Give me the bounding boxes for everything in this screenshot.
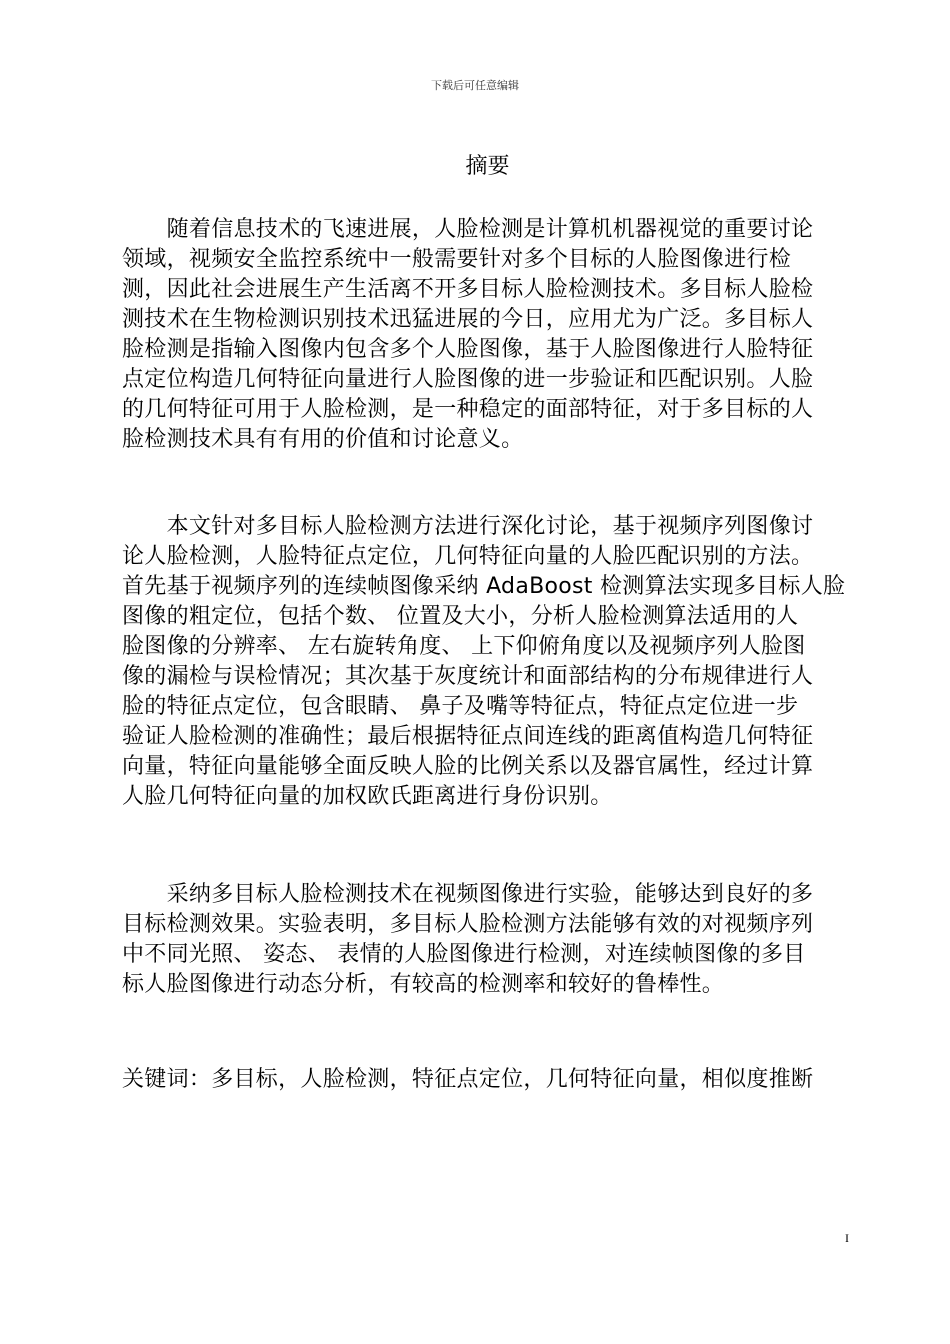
paragraph-line: 的几何特征可用于人脸检测，是一种稳定的面部特征，对于多目标的人	[122, 397, 814, 422]
paragraph-line: 标人脸图像进行动态分析，有较高的检测率和较好的鲁棒性。	[122, 972, 725, 997]
paragraph-line: 人脸几何特征向量的加权欧氏距离进行身份识别。	[122, 784, 613, 809]
paragraph-line: 随着信息技术的飞速进展，人脸检测是计算机机器视觉的重要讨论	[122, 217, 814, 242]
header-note: 下载后可任意编辑	[431, 79, 519, 92]
paragraph-line: 脸检测技术具有有用的价值和讨论意义。	[122, 427, 524, 452]
paragraph-line: 中不同光照、 姿态、 表情的人脸图像进行检测，对连续帧图像的多目	[122, 942, 806, 967]
paragraph-line: 验证人脸检测的准确性；最后根据特征点间连线的距离值构造几何特征	[122, 724, 814, 749]
page-number: I	[845, 1231, 849, 1245]
paragraph-line: 首先基于视频序列的连续帧图像采纳 AdaBoost 检测算法实现多目标人脸	[122, 574, 846, 599]
paragraph-line: 脸图像的分辨率、 左右旋转角度、 上下仰俯角度以及视频序列人脸图	[122, 634, 806, 659]
abstract-paragraph-1	[122, 215, 852, 455]
paragraph-line: 目标检测效果。实验表明，多目标人脸检测方法能够有效的对视频序列	[122, 912, 814, 937]
paragraph-line: 测，因此社会进展生产生活离不开多目标人脸检测技术。多目标人脸检	[122, 277, 814, 302]
abstract-paragraph-2	[122, 512, 852, 812]
paragraph-line: 像的漏检与误检情况；其次基于灰度统计和面部结构的分布规律进行人	[122, 664, 814, 689]
paragraph-line: 图像的粗定位，包括个数、 位置及大小，分析人脸检测算法适用的人	[122, 604, 799, 629]
paragraph-line: 脸的特征点定位，包含眼睛、 鼻子及嘴等特征点，特征点定位进一步	[122, 694, 799, 719]
abstract-paragraph-3	[122, 880, 852, 1000]
paragraph-line: 测技术在生物检测识别技术迅猛进展的今日，应用尤为广泛。多目标人	[122, 307, 814, 332]
page-title: 摘要	[465, 154, 510, 179]
paragraph-line: 向量，特征向量能够全面反映人脸的比例关系以及器官属性，经过计算	[122, 754, 814, 779]
paragraph-line: 脸检测是指输入图像内包含多个人脸图像，基于人脸图像进行人脸特征	[122, 337, 814, 362]
paragraph-line: 点定位构造几何特征向量进行人脸图像的进一步验证和匹配识别。人脸	[122, 367, 814, 392]
keywords-line: 关键词：多目标，人脸检测，特征点定位，几何特征向量，相似度推断	[122, 1067, 814, 1092]
paragraph-line: 采纳多目标人脸检测技术在视频图像进行实验，能够达到良好的多	[122, 882, 814, 907]
paragraph-line: 本文针对多目标人脸检测方法进行深化讨论，基于视频序列图像讨	[122, 514, 814, 539]
paragraph-line: 领域，视频安全监控系统中一般需要针对多个目标的人脸图像进行检	[122, 247, 792, 272]
paragraph-line: 论人脸检测，人脸特征点定位，几何特征向量的人脸匹配识别的方法。	[122, 544, 814, 569]
